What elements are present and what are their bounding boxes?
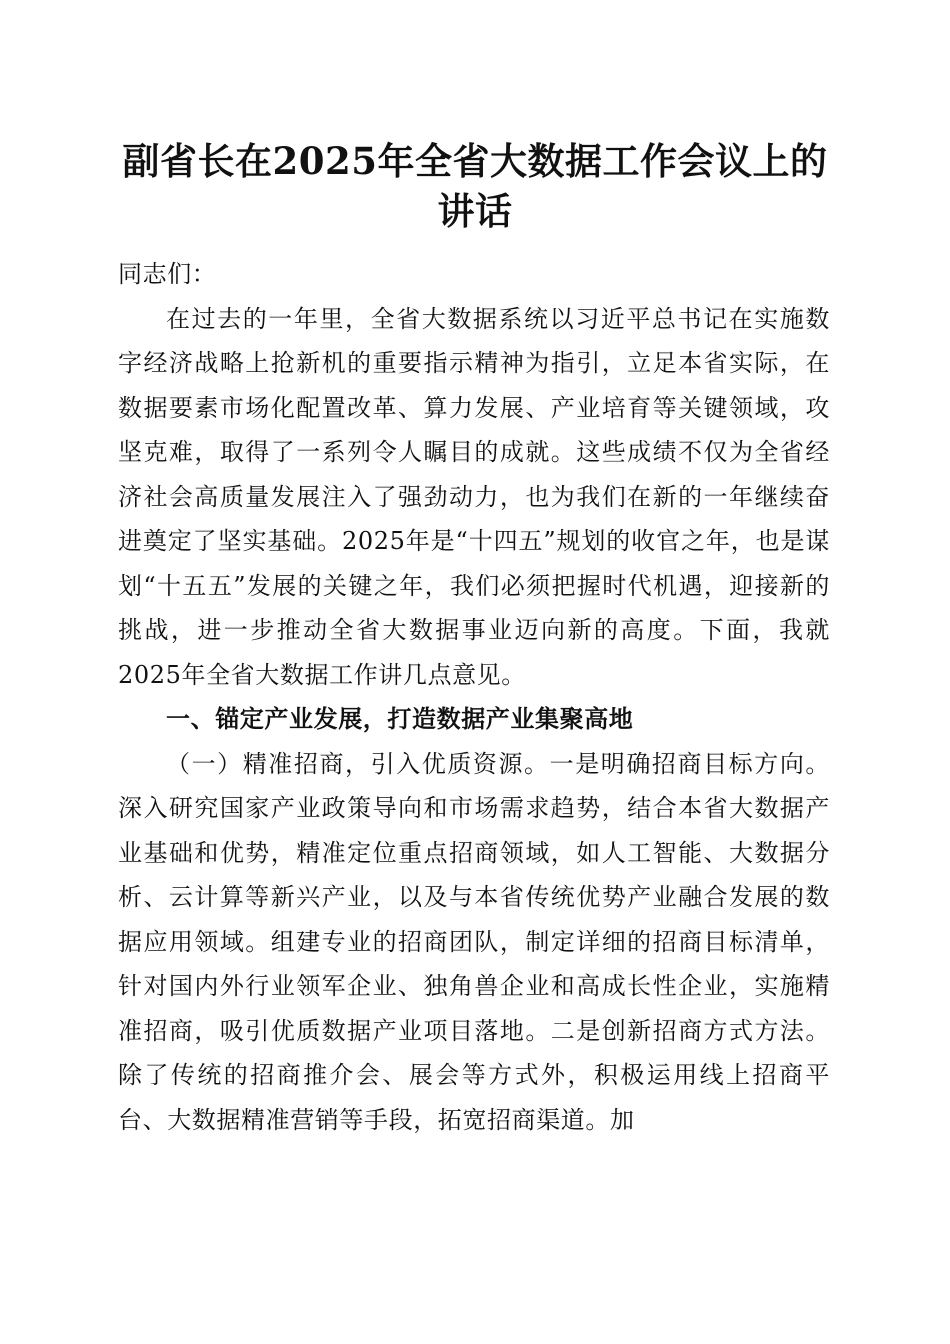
section-paragraph: （一）精准招商，引入优质资源。一是明确招商目标方向。深入研究国家产业政策导向和市场需求趋势，结合本省大数据产业基础和优势，精准定位重点招商领域，如人工智能、大数据分析、云计算等新兴产业，以及与本省传统优势产业融合发展的数据应用领域。组建专业的招商团队，制定详细的招商目标清单，针对国内外行业领军企业、独角兽企业和高成长性企业，实施精准招商，吸引优质数据产业项目落地。二是创新招商方式方法。除了传统的招商推介会、展会等方式外，积极运用线上招商平台、大数据精准营销等手段，拓宽招商渠道。加 xyxy=(118,749,830,1134)
intro-paragraph: 在过去的一年里，全省大数据系统以习近平总书记在实施数字经济战略上抢新机的重要指示精神为指引，立足本省实际，在数据要素市场化配置改革、算力发展、产业培育等关键领域，攻坚克难，取得了一系列令人瞩目的成就。这些成绩不仅为全省经济社会高质量发展注入了强劲动力，也为我们在新的一年继续奋进奠定了坚实基础。2025年是“十四五”规划的收官之年，也是谋划“十五五”发展的关键之年，我们必须把握时代机遇，迎接新的挑战，进一步推动全省大数据事业迈向新的高度。下面，我就2025年全省大数据工作讲几点意见。 xyxy=(118,304,830,689)
salutation: 同志们： xyxy=(118,260,217,288)
document-title: 副省长在2025年全省大数据工作会议上的讲话 xyxy=(122,139,828,233)
document-body xyxy=(118,252,830,1142)
section-heading: 一、锚定产业发展，打造数据产业集聚高地 xyxy=(166,705,634,733)
